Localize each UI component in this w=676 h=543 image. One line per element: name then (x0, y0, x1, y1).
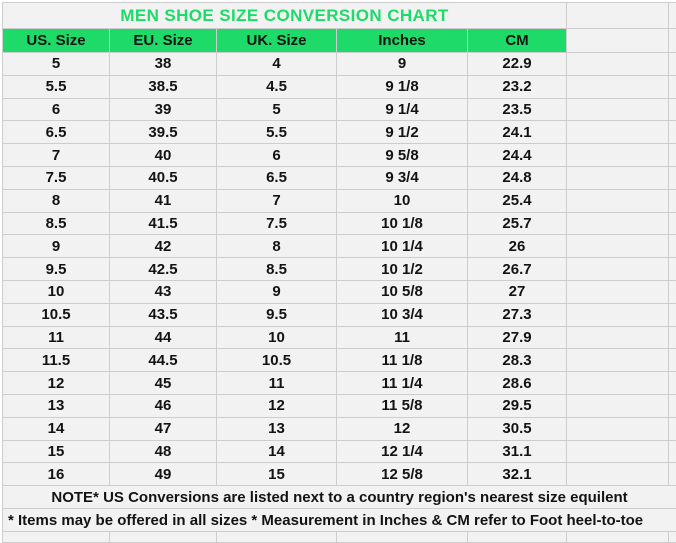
table-cell: 27 (468, 281, 567, 304)
table-cell: 10 3/4 (337, 304, 468, 327)
empty-cell (669, 99, 676, 122)
table-cell: 9 (337, 53, 468, 76)
table-cell: 9 (217, 281, 337, 304)
table-cell: 15 (3, 441, 110, 464)
table-cell: 13 (217, 418, 337, 441)
table-cell: 10 (3, 281, 110, 304)
empty-cell (669, 532, 676, 543)
note-conversions: NOTE* US Conversions are listed next to a country region's nearest size equilent (3, 486, 676, 509)
table-cell: 6 (217, 144, 337, 167)
table-cell: 23.2 (468, 76, 567, 99)
table-cell: 8 (217, 235, 337, 258)
table-cell: 12 5/8 (337, 463, 468, 486)
empty-cell (217, 532, 337, 543)
table-cell: 11 1/8 (337, 349, 468, 372)
table-cell: 41.5 (110, 213, 217, 236)
table-title: MEN SHOE SIZE CONVERSION CHART (3, 3, 567, 29)
table-cell: 12 (3, 372, 110, 395)
column-header-uk-size: UK. Size (217, 29, 337, 53)
table-cell: 30.5 (468, 418, 567, 441)
table-cell: 26 (468, 235, 567, 258)
table-cell: 12 (337, 418, 468, 441)
table-cell: 9.5 (3, 258, 110, 281)
table-cell: 9 3/4 (337, 167, 468, 190)
empty-cell (567, 144, 669, 167)
table-cell: 39.5 (110, 121, 217, 144)
empty-cell (669, 121, 676, 144)
table-cell: 10 (217, 327, 337, 350)
empty-cell (567, 235, 669, 258)
table-cell: 31.1 (468, 441, 567, 464)
note-measurement: * Items may be offered in all sizes * Measurement in Inches & CM refer to Foot heel-to-toe (3, 509, 676, 532)
table-cell: 38.5 (110, 76, 217, 99)
empty-cell (567, 463, 669, 486)
empty-cell (468, 532, 567, 543)
table-cell: 8.5 (217, 258, 337, 281)
table-cell: 22.9 (468, 53, 567, 76)
table-cell: 10 5/8 (337, 281, 468, 304)
table-cell: 7 (217, 190, 337, 213)
table-cell: 32.1 (468, 463, 567, 486)
table-cell: 4 (217, 53, 337, 76)
shoe-size-conversion-table (2, 2, 676, 543)
table-cell: 8.5 (3, 213, 110, 236)
table-cell: 46 (110, 395, 217, 418)
empty-cell (337, 532, 468, 543)
table-cell: 40 (110, 144, 217, 167)
table-cell: 42 (110, 235, 217, 258)
table-cell: 7.5 (217, 213, 337, 236)
table-cell: 16 (3, 463, 110, 486)
table-cell: 9 1/2 (337, 121, 468, 144)
empty-cell (567, 418, 669, 441)
table-cell: 39 (110, 99, 217, 122)
table-cell: 41 (110, 190, 217, 213)
empty-cell (669, 258, 676, 281)
empty-cell (567, 99, 669, 122)
table-cell: 6 (3, 99, 110, 122)
column-header-cm: CM (468, 29, 567, 53)
table-cell: 4.5 (217, 76, 337, 99)
table-cell: 10.5 (217, 349, 337, 372)
empty-cell (567, 441, 669, 464)
table-cell: 10 1/2 (337, 258, 468, 281)
empty-cell (669, 304, 676, 327)
empty-cell (669, 395, 676, 418)
table-cell: 24.8 (468, 167, 567, 190)
table-cell: 11 1/4 (337, 372, 468, 395)
table-cell: 6.5 (3, 121, 110, 144)
table-cell: 44 (110, 327, 217, 350)
empty-cell (567, 258, 669, 281)
table-cell: 13 (3, 395, 110, 418)
table-cell: 11 (3, 327, 110, 350)
table-cell: 9 (3, 235, 110, 258)
table-cell: 5 (217, 99, 337, 122)
empty-cell (567, 3, 669, 29)
table-cell: 23.5 (468, 99, 567, 122)
table-cell: 10 1/4 (337, 235, 468, 258)
empty-cell (567, 76, 669, 99)
table-cell: 28.3 (468, 349, 567, 372)
empty-cell (567, 121, 669, 144)
table-cell: 29.5 (468, 395, 567, 418)
table-cell: 42.5 (110, 258, 217, 281)
empty-cell (669, 327, 676, 350)
empty-cell (3, 532, 110, 543)
empty-cell (669, 349, 676, 372)
table-cell: 9.5 (217, 304, 337, 327)
table-cell: 49 (110, 463, 217, 486)
table-cell: 10 1/8 (337, 213, 468, 236)
table-cell: 5.5 (217, 121, 337, 144)
table-cell: 27.9 (468, 327, 567, 350)
empty-cell (567, 213, 669, 236)
table-cell: 5 (3, 53, 110, 76)
table-cell: 9 1/8 (337, 76, 468, 99)
table-cell: 26.7 (468, 258, 567, 281)
table-cell: 12 1/4 (337, 441, 468, 464)
empty-cell (669, 235, 676, 258)
column-header-eu-size: EU. Size (110, 29, 217, 53)
table-cell: 25.7 (468, 213, 567, 236)
empty-cell (669, 76, 676, 99)
table-cell: 11 5/8 (337, 395, 468, 418)
table-cell: 40.5 (110, 167, 217, 190)
table-cell: 28.6 (468, 372, 567, 395)
empty-cell (567, 532, 669, 543)
empty-cell (669, 418, 676, 441)
empty-cell (567, 327, 669, 350)
table-cell: 44.5 (110, 349, 217, 372)
table-cell: 5.5 (3, 76, 110, 99)
table-cell: 11 (337, 327, 468, 350)
empty-cell (669, 281, 676, 304)
table-cell: 24.1 (468, 121, 567, 144)
column-header-inches: Inches (337, 29, 468, 53)
empty-cell (567, 29, 669, 53)
empty-cell (567, 190, 669, 213)
empty-cell (110, 532, 217, 543)
empty-cell (669, 213, 676, 236)
empty-cell (669, 144, 676, 167)
table-cell: 6.5 (217, 167, 337, 190)
table-cell: 8 (3, 190, 110, 213)
table-cell: 10.5 (3, 304, 110, 327)
table-cell: 7 (3, 144, 110, 167)
empty-cell (669, 3, 676, 29)
table-cell: 10 (337, 190, 468, 213)
table-cell: 43 (110, 281, 217, 304)
table-cell: 11 (217, 372, 337, 395)
empty-cell (567, 304, 669, 327)
empty-cell (567, 167, 669, 190)
table-cell: 11.5 (3, 349, 110, 372)
table-cell: 45 (110, 372, 217, 395)
table-cell: 25.4 (468, 190, 567, 213)
empty-cell (669, 53, 676, 76)
table-cell: 9 5/8 (337, 144, 468, 167)
table-cell: 38 (110, 53, 217, 76)
empty-cell (669, 29, 676, 53)
empty-cell (669, 372, 676, 395)
empty-cell (567, 372, 669, 395)
empty-cell (669, 190, 676, 213)
empty-cell (669, 167, 676, 190)
table-cell: 47 (110, 418, 217, 441)
empty-cell (567, 281, 669, 304)
table-cell: 7.5 (3, 167, 110, 190)
table-cell: 9 1/4 (337, 99, 468, 122)
table-cell: 12 (217, 395, 337, 418)
table-cell: 14 (3, 418, 110, 441)
table-cell: 14 (217, 441, 337, 464)
table-cell: 27.3 (468, 304, 567, 327)
empty-cell (567, 53, 669, 76)
empty-cell (567, 395, 669, 418)
table-cell: 48 (110, 441, 217, 464)
empty-cell (669, 441, 676, 464)
column-header-us-size: US. Size (3, 29, 110, 53)
table-cell: 15 (217, 463, 337, 486)
table-cell: 24.4 (468, 144, 567, 167)
table-cell: 43.5 (110, 304, 217, 327)
empty-cell (567, 349, 669, 372)
empty-cell (669, 463, 676, 486)
